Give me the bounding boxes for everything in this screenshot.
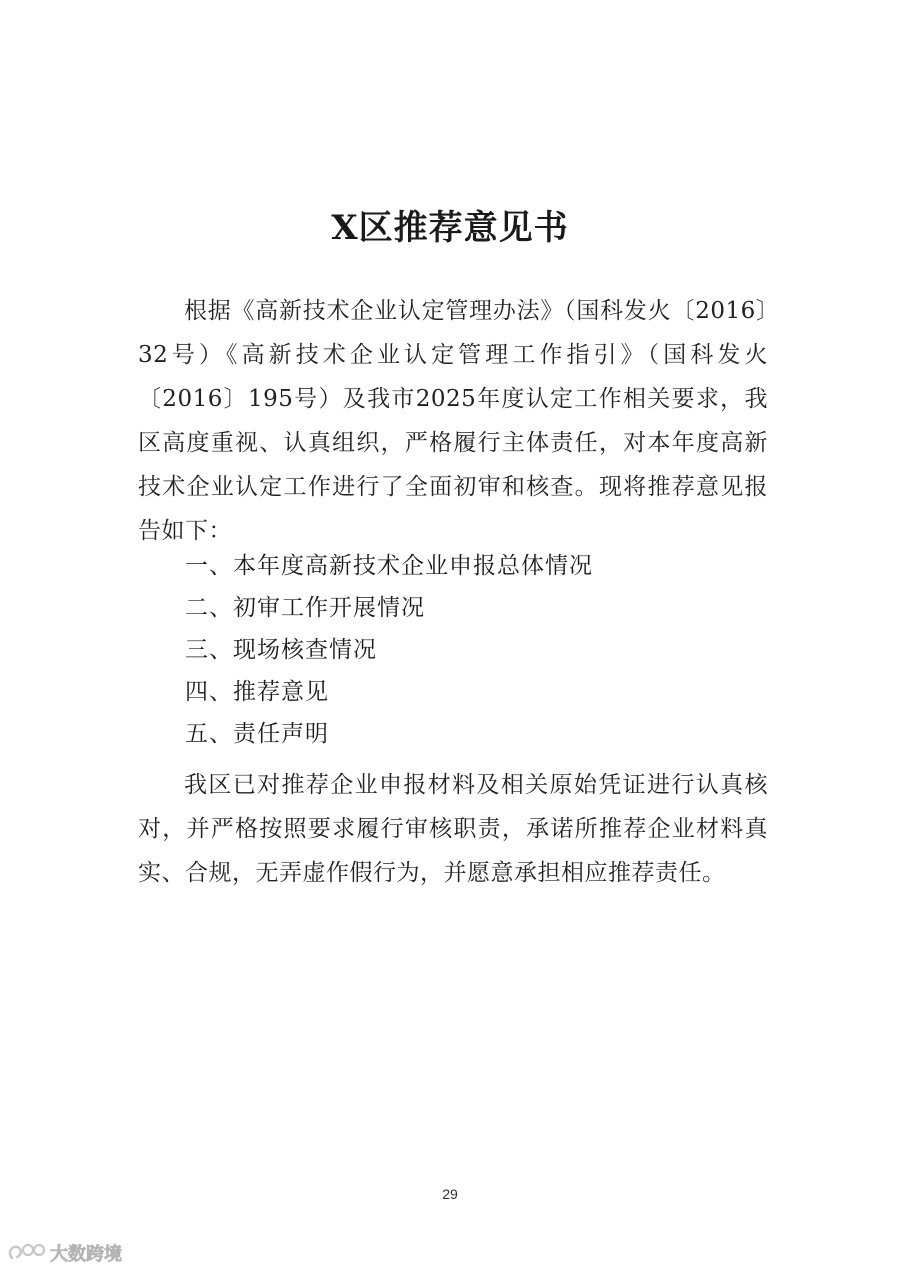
document-title: X区推荐意见书: [331, 208, 569, 248]
responsibility-statement-paragraph: 我区已对推荐企业申报材料及相关原始凭证进行认真核对，并严格按照要求履行审核职责，承诺所推荐企业材料真实、合规，无弄虚作假行为，并愿意承担相应推荐责任。: [138, 772, 768, 886]
watermark-text: 大数跨境: [50, 1244, 122, 1265]
page-number: 29: [442, 1186, 458, 1202]
section-heading-2: 二、初审工作开展情况: [185, 595, 425, 621]
section-heading-5: 五、责任声明: [185, 721, 329, 747]
section-heading-3: 三、现场核查情况: [185, 637, 377, 663]
section-heading-1: 一、本年度高新技术企业申报总体情况: [185, 553, 593, 579]
watermark: [6, 1240, 122, 1266]
intro-paragraph: 根据《高新技术企业认定管理办法》（国科发火〔2016〕32号）《高新技术企业认定管理工作指引》（国科发火〔2016〕195号）及我市2025年度认定工作相关要求，我区高度重视、认真组织，严格履行主体责任，对本年度高新技术企业认定工作进行了全面初审和核查。现将推荐意见报告如下：: [138, 298, 768, 544]
watermark-logo-icon: [6, 1242, 46, 1264]
section-heading-4: 四、推荐意见: [185, 679, 329, 705]
